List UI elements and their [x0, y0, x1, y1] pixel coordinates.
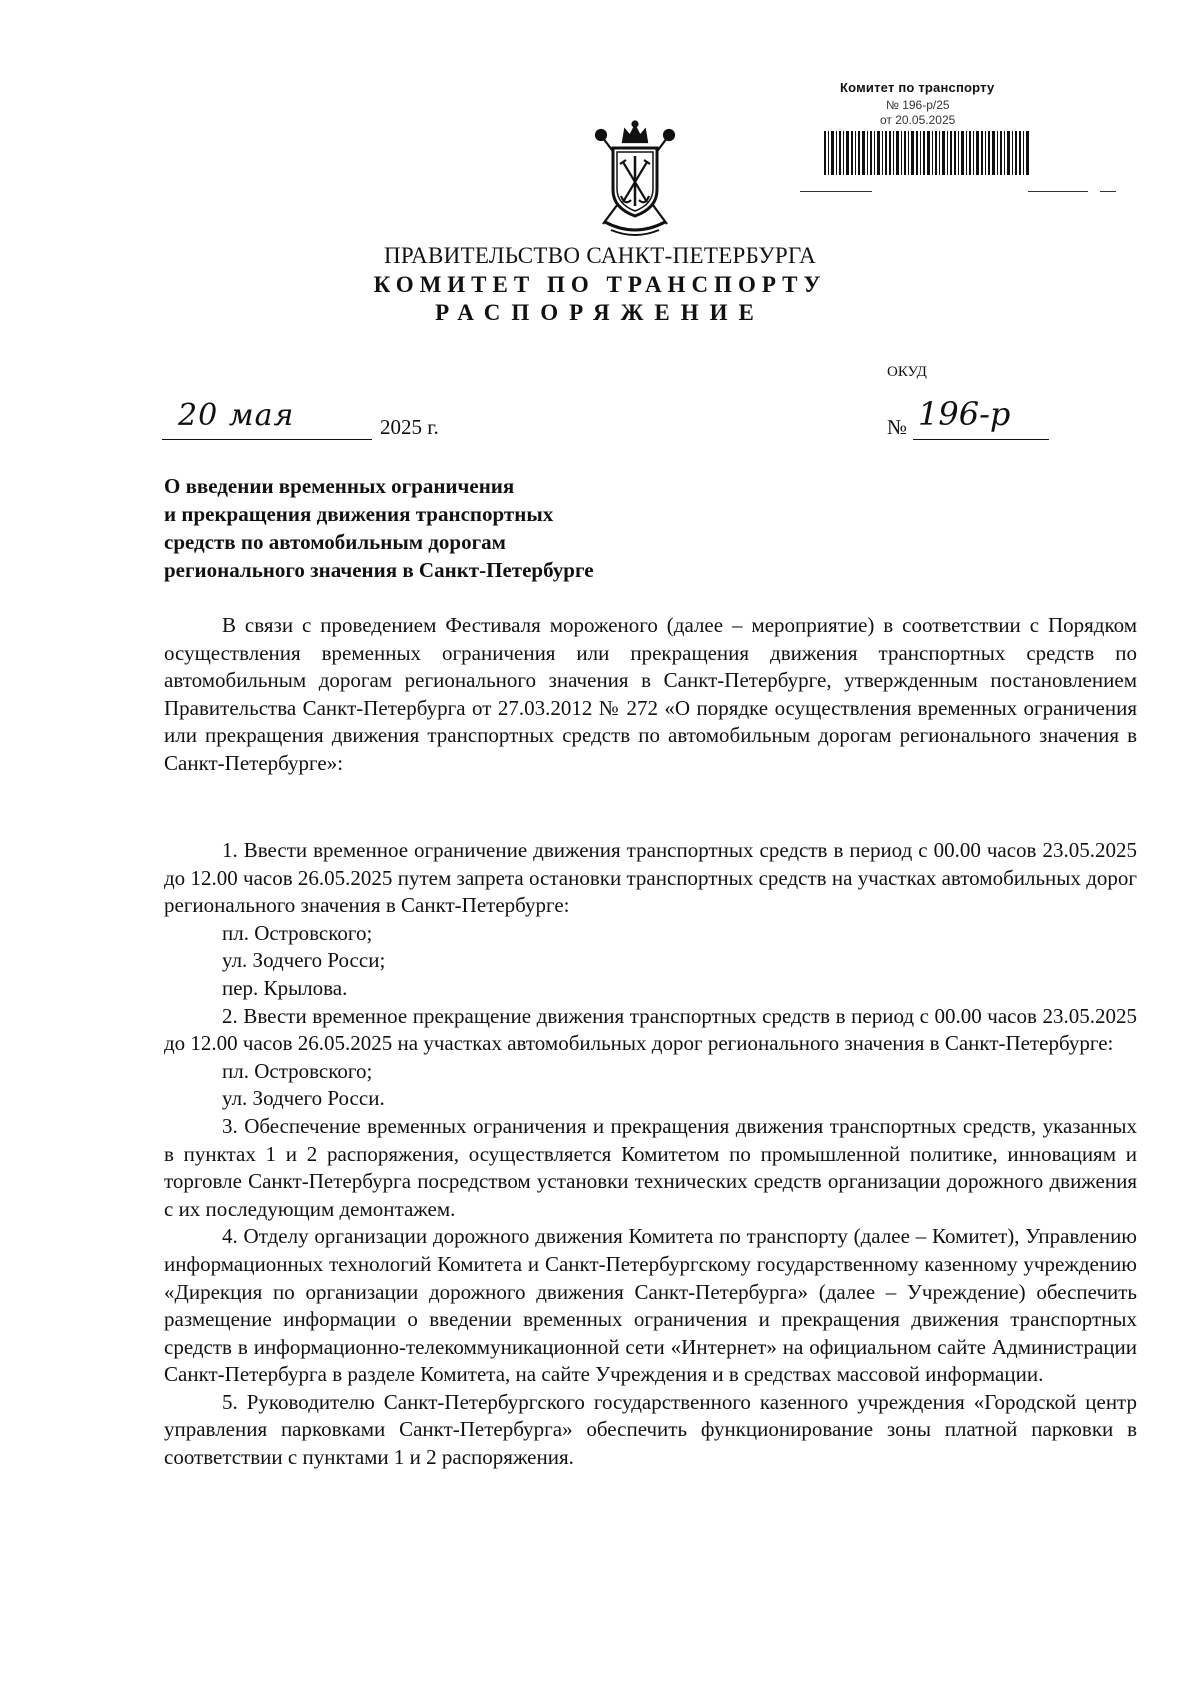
coat-of-arms-icon [585, 120, 685, 240]
document-title [164, 472, 764, 584]
item-5: 5. Руководителю Санкт-Петербургского государственного казенного учреждения «Городской центр управления парковками Санкт-Петербурга» обеспечить функционирование зоны платной парковки в соответствии с пунктами 1 и 2 распоряжения. [164, 1389, 1137, 1470]
government-heading: ПРАВИТЕЛЬСТВО САНКТ-ПЕТЕРБУРГА [383, 243, 817, 268]
registration-stamp [800, 80, 1140, 200]
item-3: 3. Обеспечение временных ограничения и прекращения движения транспортных средств, указанных в пунктах 1 и 2 распоряжения, осуществляется Комитетом по промышленной политике, инновациям и торговле Санкт-Петербурга посредством установки технических средств организации дорожного движения с их последующим демонтажем. [164, 1113, 1137, 1221]
stamp-number: № 196-р/25 [886, 98, 950, 112]
title-line: средств по автомобильным дорогам [164, 530, 506, 554]
committee-heading: КОМИТЕТ ПО ТРАНСПОРТУ [373, 272, 827, 297]
handwritten-number: 196-р [918, 395, 1011, 433]
street-item: ул. Зодчего Росси; [222, 948, 386, 973]
items-section [164, 837, 1137, 1472]
item-4: 4. Отделу организации дорожного движения Комитета по транспорту (далее – Комитет), Управлению информационных технологий Комитета и Санкт-Петербургскому государственному казенному учреждению «Дирекция по организации дорожного движения Санкт-Петербурга» (далее – Учреждение) обеспечить размещение информации о введении временных ограничения и прекращения движения транспортных средств в информационно-телекоммуникационной сети «Интернет» на официальном сайте Администрации Санкт-Петербурга в разделе Комитета, на сайте Учреждения и в средствах массовой информации. [164, 1224, 1137, 1387]
handwritten-date: 20 мая [178, 398, 295, 433]
document-type-heading: РАСПОРЯЖЕНИЕ [435, 300, 765, 325]
number-label: № [887, 415, 908, 439]
stamp-date: от 20.05.2025 [880, 113, 956, 127]
title-line: и прекращения движения транспортных [164, 502, 554, 526]
okud-label: ОКУД [887, 364, 927, 380]
street-item: пл. Островского; [222, 920, 373, 945]
title-line: О введении временных ограничения [164, 474, 515, 498]
intro-section [164, 612, 1137, 778]
street-item: пл. Островского; [222, 1058, 373, 1083]
item-1: 1. Ввести временное ограничение движения транспортных средств в период с 00.00 часов 23.05.2025 до 12.00 часов 26.05.2025 путем запрета остановки транспортных средств на участках автомобильных дорог регионального значения в Санкт-Петербурге: [164, 838, 1137, 918]
stamp-underline [1028, 191, 1088, 192]
date-year: 2025 г. [380, 415, 439, 439]
date-underline [162, 439, 372, 440]
street-item: пер. Крылова. [222, 975, 348, 1000]
number-underline [913, 439, 1049, 440]
barcode-icon [824, 131, 1032, 175]
stamp-underline [800, 191, 872, 192]
stamp-underline [1100, 191, 1116, 192]
item-2: 2. Ввести временное прекращение движения транспортных средств в период с 00.00 часов 23.05.2025 до 12.00 часов 26.05.2025 на участках автомобильных дорог регионального значения в Санкт-Петербурге: [164, 1003, 1137, 1056]
intro-paragraph: В связи с проведением Фестиваля мороженого (далее – мероприятие) в соответствии с Порядком осуществления временных ограничения или прекращения движения транспортных средств по автомобильным дорогам регионального значения в Санкт-Петербурге, утвержденным постановлением Правительства Санкт-Петербурга от 27.03.2012 № 272 «О порядке осуществления временных ограничения или прекращения движения транспортных средств по автомобильным дорогам регионального значения в Санкт-Петербурге»: [164, 613, 1137, 775]
street-item: ул. Зодчего Росси. [222, 1086, 385, 1111]
title-line: регионального значения в Санкт-Петербурге [164, 558, 594, 582]
stamp-committee: Комитет по транспорту [840, 80, 995, 95]
